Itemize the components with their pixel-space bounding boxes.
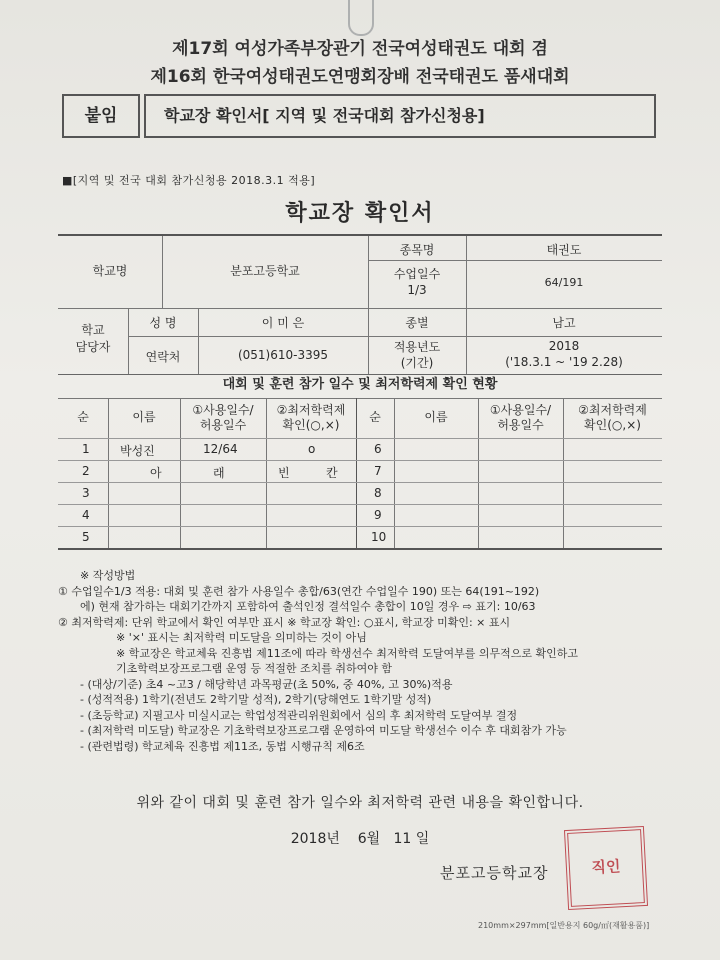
- note-7: - (초등학교) 지필고사 미실시교는 학업성적관리위원회에서 심의 후 최저학력 도달여부 결정: [80, 708, 518, 722]
- row-no: 3: [82, 486, 90, 500]
- notes-heading: ※ 작성방법: [80, 569, 136, 582]
- col-header-name-right: 이름: [424, 410, 448, 424]
- row-days: 12/64: [203, 442, 238, 456]
- note-4b: 기초학력보장프로그램 운영 등 적절한 조치를 취하여야 함: [116, 662, 393, 675]
- gender-label: 종별: [405, 316, 429, 330]
- row-no: 1: [82, 442, 90, 456]
- row-no: 2: [82, 464, 90, 478]
- attachment-tag: 붙임: [62, 94, 140, 138]
- attachment-title: 학교장 확인서[ 지역 및 전국대회 참가신청용]: [144, 94, 656, 138]
- note-3: ※ '×' 표시는 최저학력 미도달을 의미하는 것이 아님: [116, 631, 367, 644]
- seal-text: 직인: [590, 857, 621, 877]
- participation-section-title: 대회 및 훈련 참가 일수 및 최저학력제 확인 현황: [58, 372, 662, 399]
- note-6: - (성적적용) 1학기(전년도 2학기말 성적), 2학기(당해연도 1학기말 성적): [80, 693, 432, 706]
- table-row: [58, 482, 662, 504]
- table-row: [58, 526, 662, 548]
- class-days-value: 64/191: [544, 276, 584, 289]
- col-header-days: ①사용일수/ 허용일수: [192, 403, 254, 432]
- year-value: 2018: [548, 339, 580, 353]
- gender-value: 남고: [552, 316, 576, 330]
- blank-filler-char: 래: [213, 466, 225, 480]
- document-date: 2018년 6월 11 일: [290, 831, 430, 847]
- header-line-2: 제16회 한국여성태권도연맹회장배 전국태권도 품새대회: [150, 67, 570, 87]
- paper-size-footer: 210mm×297mm[일반용지 60g/㎡(재활용품)]: [478, 921, 650, 930]
- row-no: 5: [82, 530, 90, 544]
- principal-signature: 분포고등학교장: [440, 864, 549, 882]
- document-title: 학교장 확인서: [285, 201, 435, 226]
- year-label: 적용년도 (기간): [393, 340, 441, 370]
- col-header-academic-right: ②최저학력제 확인(○,×): [578, 403, 647, 432]
- class-days-label: 수업일수 1/3: [393, 267, 441, 297]
- confirmation-statement: 위와 같이 대회 및 훈련 참가 일수와 최저학력 관련 내용을 확인합니다.: [136, 795, 584, 811]
- note-2: ② 최저학력제: 단위 학교에서 확인 여부만 표시 ※ 학교장 확인: ○표시, 학교장 미확인: × 표시: [58, 615, 511, 629]
- row-no-right: 6: [374, 442, 382, 456]
- row-no-right: 10: [371, 530, 387, 544]
- col-header-no: 순: [77, 410, 89, 424]
- event-label: 종목명: [399, 243, 435, 257]
- school-name-label: 학교명: [92, 264, 128, 278]
- row-no-right: 9: [374, 508, 382, 522]
- blank-filler-char: 아: [150, 466, 162, 480]
- year-period: ('18.3.1 ~ '19 2.28): [505, 355, 623, 369]
- standard-note: ■[지역 및 전국 대회 참가신청용 2018.3.1 적용]: [62, 174, 316, 187]
- event-value: 태권도: [546, 243, 582, 257]
- participation-table: [58, 372, 662, 550]
- official-seal-stamp: [564, 826, 648, 910]
- row-no-right: 7: [374, 464, 382, 478]
- note-4a: ※ 학교장은 학교체육 진흥법 제11조에 따라 학생선수 최저학력 도달여부를 의무적으로 확인하고: [116, 646, 578, 660]
- col-header-academic: ②최저학력제 확인(○,×): [276, 403, 346, 432]
- note-9: - (관련법령) 학교체육 진흥법 제11조, 동법 시행규칙 제6조: [80, 739, 365, 753]
- paper-clip: [348, 0, 374, 36]
- row-no-right: 8: [374, 486, 382, 500]
- blank-filler-char: 빈: [278, 466, 290, 480]
- row-no: 4: [82, 508, 90, 522]
- col-header-days-right: ①사용일수/ 허용일수: [489, 403, 552, 432]
- table-row: [58, 504, 662, 526]
- header-line-1: 제17회 여성가족부장관기 전국여성태권도 대회 겸: [172, 39, 548, 59]
- table-row: [58, 438, 662, 460]
- row-academic: o: [308, 442, 316, 456]
- school-info-table: [58, 234, 662, 375]
- note-1b: 에) 현재 참가하는 대회기간까지 포함하여 출석인정 결석일수 총합이 10일 경우 ⇨ 표기: 10/63: [80, 600, 536, 613]
- col-header-no-right: 순: [369, 410, 381, 424]
- note-5: - (대상/기준) 초4 ~고3 / 해당학년 과목평균(초 50%, 중 40%, 고 30%)적용: [80, 677, 453, 691]
- writing-instructions: [58, 568, 678, 754]
- contact-label: 연락처: [145, 350, 181, 364]
- school-name-value: 분포고등학교: [230, 264, 300, 278]
- note-8: - (최저학력 미도달) 학교장은 기초학력보장프로그램 운영하여 미도달 학생선수 이수 후 대회참가 가능: [80, 724, 567, 737]
- person-name-label: 성 명: [149, 316, 177, 330]
- note-1a: ① 수업일수1/3 적용: 대회 및 훈련 참가 사용일수 총합/63(연간 수업일수 190) 또는 64(191~192): [58, 584, 540, 598]
- row-name: 박성진: [120, 444, 155, 458]
- contact-value: (051)610-3395: [237, 348, 329, 362]
- col-header-name: 이름: [132, 410, 156, 424]
- person-name-value: 이 미 은: [261, 316, 305, 330]
- table-row: [58, 460, 662, 482]
- blank-filler-char: 칸: [326, 466, 338, 480]
- manager-label: 학교 담당자: [75, 323, 111, 354]
